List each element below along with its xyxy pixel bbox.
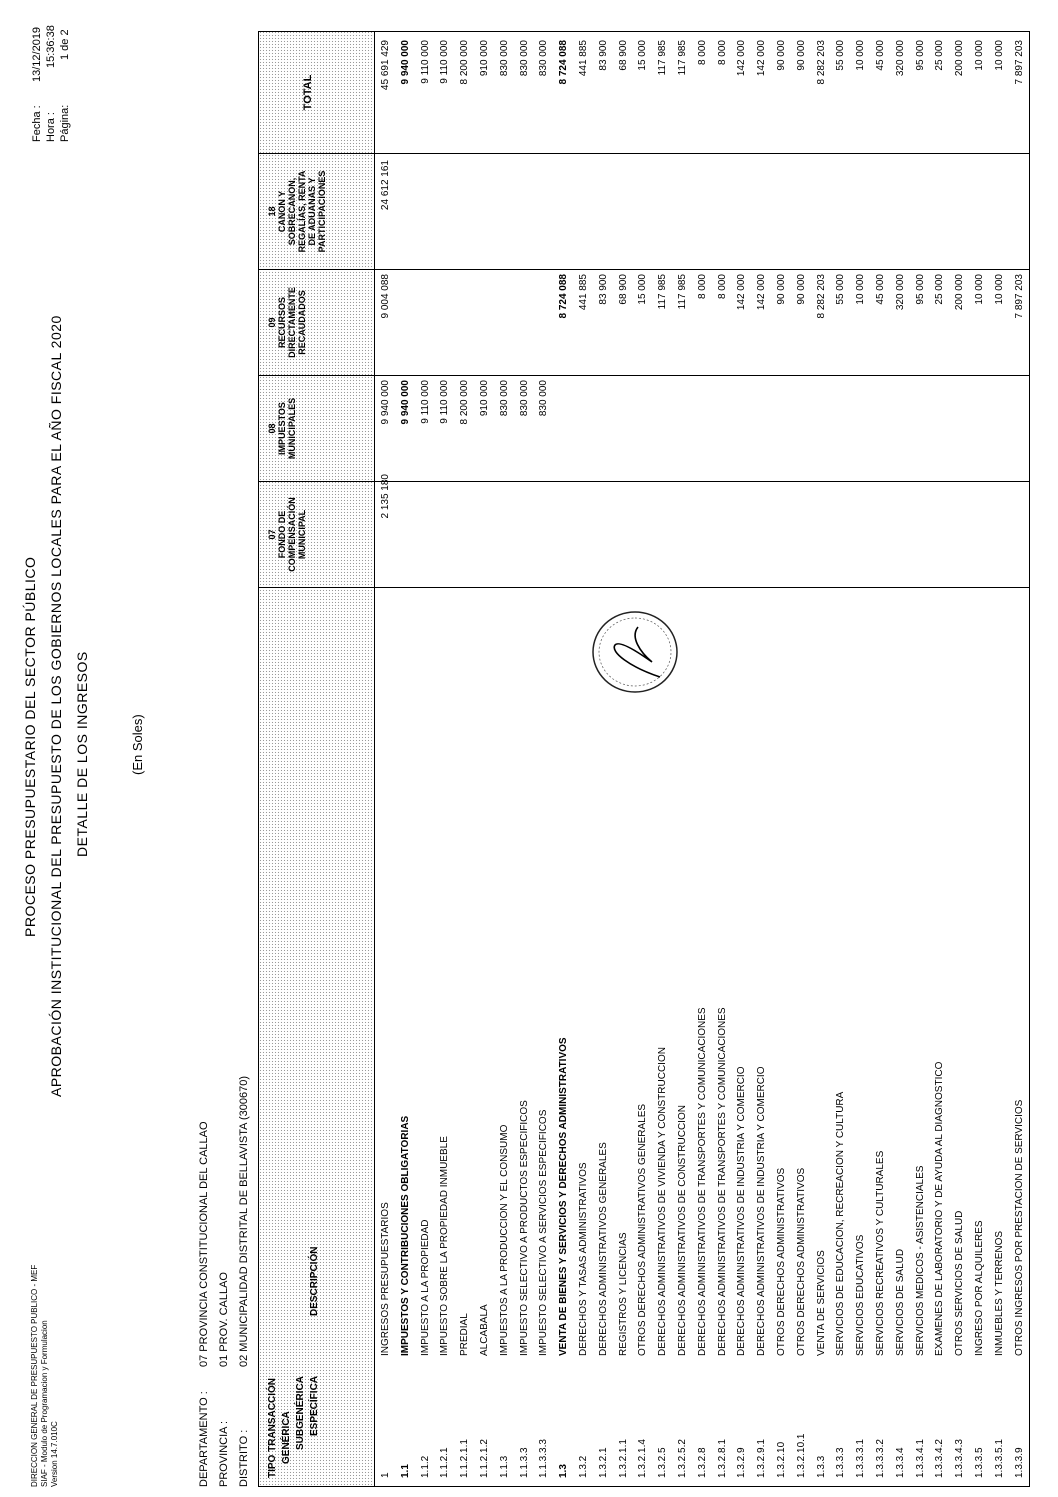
- row-code: 1.3.3.5.1: [993, 1439, 1005, 1478]
- row-value-total: 90 000: [776, 40, 787, 71]
- row-code: 1.3.2.10: [776, 1441, 787, 1478]
- table-row: [673, 32, 693, 1486]
- row-description: ALCABALA: [479, 1304, 490, 1356]
- row-code: 1.3: [558, 1464, 570, 1478]
- table-row: [911, 32, 931, 1486]
- row-value-total: 10 000: [993, 40, 1005, 71]
- row-value-total: 117 985: [657, 40, 669, 76]
- hora-value: 15:36:38: [45, 25, 57, 68]
- row-code: 1.3.3: [815, 1455, 827, 1478]
- row-code: 1.1.2: [419, 1455, 431, 1478]
- row-description: OTROS DERECHOS ADMINISTRATIVOS: [795, 1167, 807, 1356]
- row-value-c09: 8 282 203: [815, 274, 827, 319]
- table-row: [515, 32, 535, 1486]
- table-row: [792, 32, 812, 1486]
- row-value-total: 95 000: [914, 40, 926, 71]
- prov-label: PROVINCIA :: [218, 1420, 230, 1487]
- table-row: [455, 32, 475, 1486]
- row-code: 1.3.3.3: [835, 1447, 847, 1478]
- header-especifica: ESPECÍFICA: [309, 1375, 320, 1436]
- system-line-2: SIAF - Modulo de Programacion y Formulacion: [40, 1320, 49, 1487]
- row-code: 1.3.2.10.1: [795, 1433, 807, 1478]
- row-description: SERVICIOS EDUCATIVOS: [855, 1234, 867, 1356]
- title-2: APROBACIÓN INSTITUCIONAL DEL PRESUPUESTO DE LOS GOBIERNOS LOCALES PARA EL AÑO FISCAL 2020: [48, 315, 64, 1097]
- row-description: DERECHOS ADMINISTRATIVOS DE INDUSTRIA Y COMERCIO: [736, 1066, 748, 1356]
- header-descripcion: DESCRIPCIÓN: [309, 1246, 320, 1316]
- row-value-total: 8 200 000: [459, 40, 471, 85]
- row-code: 1.3.2.1: [597, 1447, 609, 1478]
- row-value-c09: 8 000: [716, 274, 728, 300]
- row-value-c08: 9 110 000: [419, 380, 431, 424]
- row-description: IMPUESTO SOBRE LA PROPIEDAD INMUEBLE: [439, 1136, 451, 1356]
- row-code: 1.3.2.5: [657, 1447, 669, 1478]
- row-value-c09: 117 985: [657, 274, 669, 310]
- prov-value: 01 PROV. CALLAO: [218, 1272, 230, 1367]
- row-description: SERVICIOS DE EDUCACION, RECREACION Y CULTURA: [835, 1091, 847, 1356]
- row-value-c09: 10 000: [855, 274, 867, 305]
- table-row: [554, 32, 574, 1486]
- title-1: PROCESO PRESUPUESTARIO DEL SECTOR PÚBLICO: [22, 556, 38, 937]
- row-value-c09: 95 000: [914, 274, 926, 305]
- row-value-total: 320 000: [894, 40, 906, 77]
- row-value-total: 142 000: [736, 40, 748, 77]
- row-value-total: 910 000: [479, 40, 490, 77]
- fecha-value: 13/12/2019: [31, 26, 43, 82]
- row-value-total: 55 000: [835, 40, 847, 71]
- table-row: [435, 32, 455, 1486]
- table-row: [930, 32, 950, 1486]
- row-description: IMPUESTOS Y CONTRIBUCIONES OBLIGATORIAS: [399, 1115, 411, 1356]
- system-line-1: DIRECCION GENERAL DE PRESUPUESTO PUBLICO - MEF: [30, 1264, 39, 1487]
- table-body: [374, 32, 1029, 1486]
- row-value-total: 45 691 429: [380, 40, 391, 91]
- row-description: SERVICIOS MEDICOS - ASISTENCIALES: [914, 1165, 926, 1356]
- table-row: [950, 32, 970, 1486]
- header-subgenerica: SUBGENÉRICA: [295, 1376, 306, 1450]
- table-row: [871, 32, 891, 1486]
- row-value-c09: 10 000: [974, 274, 985, 305]
- row-value-c09: 25 000: [934, 274, 946, 305]
- row-description: DERECHOS ADMINISTRATIVOS GENERALES: [597, 1142, 609, 1356]
- row-value-total: 25 000: [934, 40, 946, 71]
- dist-value: 02 MUNICIPALIDAD DISTRITAL DE BELLAVISTA (300670): [238, 1076, 250, 1367]
- header-col-08: 08 IMPUESTOS MUNICIPALES: [259, 376, 374, 482]
- row-value-c09: 10 000: [993, 274, 1005, 305]
- table-row: [1010, 32, 1030, 1486]
- row-code: 1.1.2.1.1: [459, 1439, 471, 1478]
- header-description-block: [259, 588, 374, 1486]
- row-value-total: 830 000: [518, 40, 530, 77]
- row-description: INGRESOS PRESUPUESTARIOS: [380, 1202, 391, 1356]
- row-value-total: 830 000: [498, 40, 510, 77]
- row-value-total: 7 897 203: [1013, 40, 1025, 85]
- header-col-07: 07 FONDO DE COMPENSACIÓN MUNICIPAL: [259, 482, 374, 588]
- row-code: 1.3.2.1.4: [637, 1439, 649, 1478]
- row-value-total: 9 110 000: [439, 40, 451, 84]
- dep-label: DEPARTAMENTO :: [198, 1391, 210, 1487]
- title-3: DETALLE DE LOS INGRESOS: [74, 651, 90, 857]
- table-row: [653, 32, 673, 1486]
- row-code: 1.1.3.3: [518, 1447, 530, 1478]
- row-code: 1.1.2.1.2: [479, 1439, 490, 1478]
- table-row: [534, 32, 554, 1486]
- table-row: [970, 32, 990, 1486]
- dep-value: 07 PROVINCIA CONSTITUCIONAL DEL CALLAO: [198, 1121, 210, 1367]
- table-row: [495, 32, 515, 1486]
- table-header: [259, 32, 375, 1486]
- row-value-c09: 8 724 088: [558, 274, 570, 319]
- row-value-c08: 9 110 000: [439, 380, 451, 424]
- row-code: 1.3.2.9: [736, 1447, 748, 1478]
- header-tipo-transaccion: TIPO TRANSACCIÓN: [267, 1378, 278, 1478]
- row-description: DERECHOS ADMINISTRATIVOS DE TRANSPORTES Y COMUNICACIONES: [716, 1007, 728, 1356]
- row-value-total: 9 110 000: [419, 40, 431, 84]
- row-value-total: 441 885: [578, 40, 589, 77]
- fecha-label: Fecha :: [31, 105, 43, 142]
- row-code: 1.3.2.8: [696, 1447, 708, 1478]
- row-code: 1.3.2.9.1: [756, 1439, 768, 1478]
- row-code: 1: [380, 1472, 391, 1478]
- table-row: [633, 32, 653, 1486]
- row-description: IMPUESTOS A LA PRODUCCION Y EL CONSUMO: [498, 1124, 510, 1356]
- row-description: IMPUESTO SELECTIVO A SERVICIOS ESPECIFICOS: [538, 1109, 550, 1356]
- row-code: 1.1.2.1: [439, 1447, 451, 1478]
- system-header: [30, 1265, 60, 1487]
- row-value-c09: 15 000: [637, 274, 649, 305]
- row-value-c08: 910 000: [479, 380, 490, 417]
- row-value-total: 10 000: [855, 40, 867, 71]
- date-block: [30, 25, 72, 142]
- table-row: [812, 32, 832, 1486]
- row-code: 1.3.2.1.1: [617, 1439, 629, 1478]
- row-value-c08: 8 200 000: [459, 380, 471, 425]
- row-code: 1.3.3.3.2: [875, 1439, 886, 1478]
- row-value-c09: 90 000: [795, 274, 807, 305]
- row-code: 1.3.3.4.1: [914, 1439, 926, 1478]
- row-value-c09: 200 000: [954, 274, 966, 311]
- row-description: DERECHOS ADMINISTRATIVOS DE TRANSPORTES Y COMUNICACIONES: [696, 1007, 708, 1356]
- row-value-total: 90 000: [795, 40, 807, 71]
- row-code: 1.3.3.5: [974, 1447, 985, 1478]
- table-row: [831, 32, 851, 1486]
- row-code: 1.1: [399, 1464, 411, 1478]
- row-description: OTROS INGRESOS POR PRESTACION DE SERVICIOS: [1013, 1099, 1025, 1356]
- subtitle: (En Soles): [130, 714, 145, 775]
- row-code: 1.3.3.4.3: [954, 1439, 966, 1478]
- row-description: OTROS DERECHOS ADMINISTRATIVOS GENERALES: [637, 1103, 649, 1356]
- row-description: OTROS SERVICIOS DE SALUD: [954, 1210, 966, 1356]
- signature-stamp: [590, 607, 680, 697]
- row-value-c09: 83 900: [597, 274, 609, 305]
- row-value-total: 8 000: [696, 40, 708, 66]
- row-value-total: 142 000: [756, 40, 768, 77]
- dist-label: DISTRITO :: [238, 1429, 250, 1487]
- pagina-value: 1 de 2: [59, 29, 71, 60]
- row-value-total: 830 000: [538, 40, 550, 77]
- header-col-09: 09 RECURSOS DIRECTAMENTE RECAUDADOS: [259, 270, 374, 376]
- row-value-c09: 68 900: [617, 274, 629, 305]
- header-col-total: TOTAL: [259, 32, 374, 154]
- row-value-total: 9 940 000: [399, 40, 411, 85]
- row-value-c07: 2 135 180: [380, 474, 391, 519]
- table-row: [614, 32, 634, 1486]
- row-description: INGRESO POR ALQUILERES: [974, 1220, 985, 1356]
- row-code: 1.1.3.3.3: [538, 1439, 550, 1478]
- row-description: OTROS DERECHOS ADMINISTRATIVOS: [776, 1167, 787, 1356]
- row-value-c09: 55 000: [835, 274, 847, 305]
- row-value-c09: 8 000: [696, 274, 708, 300]
- income-table: [258, 31, 1030, 1487]
- row-description: REGISTROS Y LICENCIAS: [617, 1232, 629, 1356]
- row-code: 1.3.3.4.2: [934, 1439, 946, 1478]
- row-description: IMPUESTO A LA PROPIEDAD: [419, 1219, 431, 1356]
- row-description: DERECHOS ADMINISTRATIVOS DE VIVIENDA Y CONSTRUCCION: [657, 1047, 669, 1356]
- table-row: [475, 32, 495, 1486]
- table-row: [693, 32, 713, 1486]
- table-row: [990, 32, 1010, 1486]
- row-value-c09: 117 985: [677, 274, 688, 310]
- row-description: PREDIAL: [459, 1313, 471, 1356]
- row-value-total: 45 000: [875, 40, 886, 71]
- row-value-c18: 24 612 161: [380, 160, 391, 211]
- row-code: 1.3.3.3.1: [855, 1439, 867, 1478]
- table-row: [574, 32, 594, 1486]
- row-value-c09: 7 897 203: [1013, 274, 1025, 319]
- row-value-total: 8 724 088: [558, 40, 570, 85]
- table-row: [396, 32, 416, 1486]
- header-col-18: 18 CANON Y SOBRECANON, REGALÍAS, RENTA DE ADUANAS Y PARTICIPACIONES: [259, 154, 374, 270]
- row-value-c08: 830 000: [538, 380, 550, 417]
- row-value-total: 10 000: [974, 40, 985, 71]
- row-description: VENTA DE SERVICIOS: [815, 1250, 827, 1356]
- row-description: EXAMENES DE LABORATORIO Y DE AYUDA AL DIAGNOSTICO: [934, 1061, 946, 1356]
- table-row: [772, 32, 792, 1486]
- table-row: [752, 32, 772, 1486]
- row-description: DERECHOS Y TASAS ADMINISTRATIVOS: [578, 1162, 589, 1356]
- hora-label: Hora :: [45, 112, 57, 142]
- row-value-c08: 9 940 000: [380, 380, 391, 425]
- table-row: [376, 32, 396, 1486]
- row-value-c09: 9 004 088: [380, 274, 391, 319]
- row-value-c09: 142 000: [756, 274, 768, 311]
- row-value-c08: 830 000: [518, 380, 530, 417]
- row-description: DERECHOS ADMINISTRATIVOS DE INDUSTRIA Y COMERCIO: [756, 1066, 768, 1356]
- row-value-total: 83 900: [597, 40, 609, 71]
- row-code: 1.3.2.8.1: [716, 1439, 728, 1478]
- row-code: 1.1.3: [498, 1455, 510, 1478]
- row-description: INMUEBLES Y TERRENOS: [993, 1230, 1005, 1356]
- system-line-3: Version 14.7.010C: [50, 1421, 59, 1487]
- row-value-c08: 830 000: [498, 380, 510, 417]
- row-code: 1.3.3.4: [894, 1447, 906, 1478]
- table-row: [713, 32, 733, 1486]
- header-generica: GENÉRICA: [281, 1411, 292, 1464]
- row-value-total: 8 282 203: [815, 40, 827, 85]
- row-value-total: 117 985: [677, 40, 688, 76]
- row-value-c09: 142 000: [736, 274, 748, 311]
- row-value-total: 15 000: [637, 40, 649, 71]
- row-value-c09: 320 000: [894, 274, 906, 311]
- row-value-total: 8 000: [716, 40, 728, 66]
- pagina-label: Página:: [59, 104, 71, 142]
- row-description: VENTA DE BIENES Y SERVICIOS Y DERECHOS ADMINISTRATIVOS: [558, 1037, 570, 1356]
- row-code: 1.3.2.5.2: [677, 1439, 688, 1478]
- row-value-c08: 9 940 000: [399, 380, 411, 425]
- table-row: [891, 32, 911, 1486]
- row-value-c09: 45 000: [875, 274, 886, 305]
- row-value-total: 68 900: [617, 40, 629, 71]
- row-description: SERVICIOS DE SALUD: [894, 1248, 906, 1356]
- row-value-c09: 441 885: [578, 274, 589, 311]
- row-description: SERVICIOS RECREATIVOS Y CULTURALES: [875, 1150, 886, 1356]
- table-row: [851, 32, 871, 1486]
- table-row: [594, 32, 614, 1486]
- row-code: 1.3.2: [578, 1455, 589, 1478]
- table-row: [732, 32, 752, 1486]
- row-description: DERECHOS ADMINISTRATIVOS DE CONSTRUCCION: [677, 1105, 688, 1356]
- row-value-total: 200 000: [954, 40, 966, 77]
- row-description: IMPUESTO SELECTIVO A PRODUCTOS ESPECIFICOS: [518, 1100, 530, 1356]
- table-row: [416, 32, 436, 1486]
- row-value-c09: 90 000: [776, 274, 787, 305]
- row-code: 1.3.3.9: [1013, 1447, 1025, 1478]
